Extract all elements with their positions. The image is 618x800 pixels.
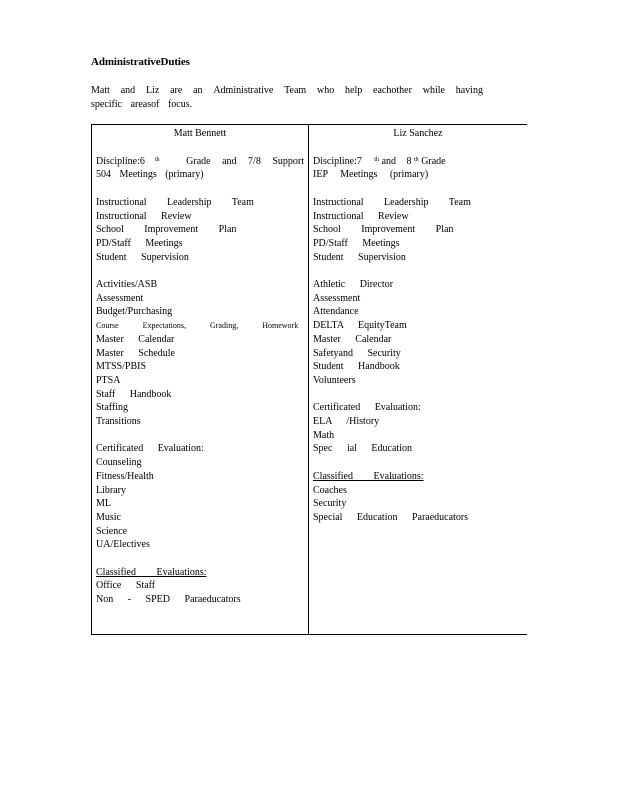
matt-certificated-item: Counseling: [96, 457, 142, 469]
matt-certificated-list: [96, 442, 304, 552]
liz-leadership-item: Instructional Review: [313, 210, 409, 222]
liz-certificated-item: ELA /History: [313, 416, 380, 428]
liz-certificated-item: Certificated Evaluation:: [313, 402, 421, 414]
matt-activities-list: [96, 278, 304, 429]
intro-line-2: specific areasof focus.: [91, 99, 193, 110]
matt-activities-item: Master Calendar: [96, 333, 175, 345]
liz-certificated-item: Math: [313, 429, 335, 441]
intro-word: an: [193, 85, 203, 96]
matt-activities-item: Staff Handbook: [96, 388, 172, 400]
intro-word: while: [422, 85, 445, 96]
liz-discipline: [313, 155, 523, 182]
liz-classified-item: Coaches: [313, 484, 347, 496]
intro-word: help: [345, 85, 363, 96]
liz-activities-item: Assessment: [313, 292, 361, 304]
matt-activities-item: MTSS/PBIS: [96, 361, 147, 373]
liz-leadership-item: School Improvement Plan: [313, 224, 454, 236]
liz-discipline-line2: IEP Meetings (primary): [313, 169, 429, 181]
matt-classified-item: Non - SPED Paraeducators: [96, 594, 241, 606]
matt-leadership-item: Instructional Leadership Team: [96, 196, 254, 208]
intro-word: Administrative: [213, 85, 274, 96]
matt-classified-item: Office Staff: [96, 580, 156, 592]
liz-activities-list: [313, 278, 523, 388]
matt-column: [92, 125, 309, 635]
matt-activities-item: Master Schedule: [96, 347, 175, 359]
matt-discipline-line2: 504 Meetings (primary): [96, 169, 204, 181]
liz-column: [309, 125, 528, 635]
liz-classified-section: [313, 470, 523, 525]
matt-activities-item: PTSA: [96, 374, 121, 386]
intro-line-1: [91, 84, 483, 98]
intro-word: and: [120, 85, 136, 96]
matt-certificated-item: Science: [96, 525, 128, 537]
matt-leadership-item: PD/Staff Meetings: [96, 237, 183, 249]
liz-leadership-list: [313, 196, 523, 265]
liz-activities-item: Safetyand Security: [313, 347, 401, 359]
liz-leadership-item: Student Supervision: [313, 251, 406, 263]
matt-certificated-item: Fitness/Health: [96, 470, 154, 482]
matt-discipline: [96, 155, 304, 182]
liz-activities-item: Athletic Director: [313, 279, 394, 290]
matt-certificated-item: UA/Electives: [96, 539, 150, 551]
liz-classified-heading: Classified Evaluations:: [313, 470, 424, 482]
liz-name: Liz Sanchez: [393, 128, 443, 139]
matt-activities-item: Budget/Purchasing: [96, 306, 173, 318]
matt-activities-item: Course Expectations, Grading, Homework: [96, 321, 299, 331]
intro-word: are: [170, 85, 183, 96]
matt-certificated-item: ML: [96, 498, 111, 510]
liz-certificated-list: [313, 401, 523, 456]
matt-activities-item: Activities/ASB: [96, 279, 158, 290]
document-title: AdministrativeDuties: [91, 56, 190, 68]
liz-activities-item: DELTA EquityTeam: [313, 320, 407, 332]
matt-certificated-item: Library: [96, 484, 126, 496]
intro-word: who: [317, 85, 335, 96]
matt-name: Matt Bennett: [173, 128, 227, 139]
liz-certificated-item: Spec ial Education: [313, 443, 412, 455]
liz-activities-item: Volunteers: [313, 374, 356, 386]
intro-word: having: [455, 85, 483, 96]
matt-leadership-list: [96, 196, 304, 265]
liz-activities-item: Master Calendar: [313, 333, 392, 345]
intro-word: Liz: [145, 85, 160, 96]
matt-classified-section: [96, 566, 304, 607]
matt-leadership-item: Instructional Review: [96, 210, 192, 222]
liz-leadership-item: PD/Staff Meetings: [313, 237, 400, 249]
liz-discipline-line1: Discipline:7 $^{th}$ and 8 $^{th}$ Grade: [313, 155, 446, 167]
duties-table: [91, 124, 527, 635]
intro-paragraph: [91, 84, 483, 112]
liz-classified-item: Special Education Paraeducators: [313, 511, 469, 523]
intro-word: Matt: [91, 85, 110, 96]
matt-classified-list: [96, 579, 304, 606]
liz-leadership-item: Instructional Leadership Team: [313, 196, 471, 208]
matt-classified-heading: Classified Evaluations:: [96, 566, 207, 578]
intro-word: eachother: [373, 85, 412, 96]
matt-activities-item: Transitions: [96, 416, 141, 428]
liz-classified-list: [313, 484, 523, 525]
matt-certificated-item: Music: [96, 511, 121, 523]
matt-activities-item: Staffing: [96, 402, 129, 414]
matt-discipline-line1: Discipline:6 $^{th}$ Grade and 7/8 Support: [96, 155, 304, 167]
liz-activities-item: Student Handbook: [313, 361, 400, 373]
matt-certificated-item: Certificated Evaluation:: [96, 443, 204, 455]
liz-classified-item: Security: [313, 498, 347, 510]
matt-leadership-item: Student Supervision: [96, 251, 189, 263]
intro-word: Team: [284, 85, 307, 96]
matt-leadership-item: School Improvement Plan: [96, 224, 237, 236]
liz-activities-item: Attendance: [313, 306, 359, 318]
matt-activities-item: Assessment: [96, 292, 144, 304]
